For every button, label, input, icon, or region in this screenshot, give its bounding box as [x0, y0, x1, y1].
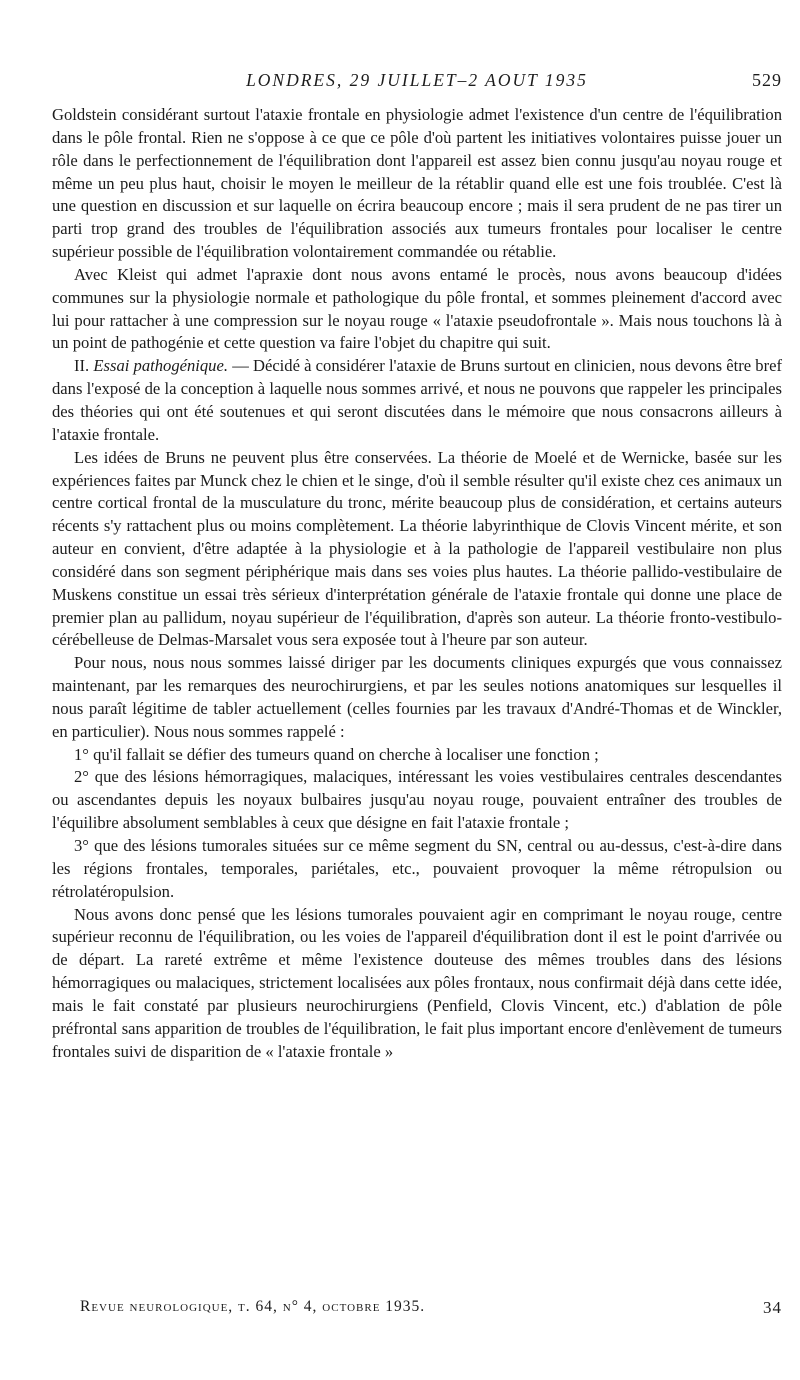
section-text: Décidé à considérer l'ataxie de Bruns surtout en clinicien, nous devons être bref dans l'exposé de la conception à laquelle nous sommes arrivé, et nous ne pouvons que rappeler les principales des théories qui ont été soutenues et qui seront discutées dans le mémoire que nous consacrons ailleurs à l'ataxie frontale.	[52, 356, 783, 444]
running-title: LONDRES, 29 JUILLET–2 AOUT 1935	[246, 70, 588, 90]
body-text	[52, 104, 782, 1063]
list-item-1: 1° qu'il fallait se défier des tumeurs quand on cherche à localiser une fonction ;	[74, 744, 599, 764]
list-item-3: 3° que des lésions tumorales situées sur ce même segment du SN, central ou au-dessus, c'est-à-dire dans les régions frontales, temporales, pariétales, etc., pouvaient provoquer la même rétropulsion ou rétrolatéropulsion.	[52, 836, 782, 901]
section-title: Essai pathogénique.	[93, 356, 228, 376]
section-number: II.	[74, 356, 90, 376]
journal-reference: Revue neurologique, t. 64, n° 4, octobre 1935.	[80, 1298, 426, 1315]
paragraph-theories: Les idées de Bruns ne peuvent plus être conservées. La théorie de Moelé et de Wernicke, basée sur les expériences faites par Munck chez le chien et le singe, d'où il semble résulter qu'il existe chez ces animaux un centre cortical frontal de la musculature du tronc, mérite beaucoup plus de considération, et certains auteurs récents s'y rattachent plus ou moins complètement. La théorie labyrinthique de Clovis Vincent mérite, et son auteur en convient, d'être adaptée à la physiologie et à la pathologie de l'appareil vestibulaire non plus considéré dans son segment périphérique mais dans ses voies plus hautes. La théorie pallido-vestibulaire de Muskens constitue un essai très sérieux d'interprétation générale de l'ataxie frontale qui donne une place de premier plan au pallidum, noyau supérieur de l'équilibration, d'après son auteur. La théorie fronto-vestibulo-cérébelleuse de Delmas-Marsalet vous sera exposée tout à l'heure par son auteur.	[52, 447, 782, 650]
signature-mark: 34	[763, 1298, 782, 1317]
paragraph-conclusion: Nous avons donc pensé que les lésions tumorales pouvaient agir en comprimant le noyau rouge, centre supérieur reconnu de l'équilibration, ou les voies de l'appareil d'équilibration dont il est le point d'arrivée ou de départ. La rareté extrême et même l'existence douteuse des mêmes troubles dans des lésions hémorragiques ou malaciques, strictement localisées aux pôles frontaux, nous confirmait déjà dans cette idée, mais le fait constaté par plusieurs neurochirurgiens (Penfield, Clovis Vincent, etc.) d'ablation de pôle préfrontal sans apparition de troubles de l'équilibration, le fait plus important encore d'enlèvement de tumeurs frontales suivi de disparition de « l'ataxie frontale »	[52, 904, 782, 1061]
running-header	[52, 70, 782, 94]
section-essai-pathogenique	[52, 355, 782, 446]
page-footer	[80, 1298, 782, 1322]
section-dash: —	[232, 356, 249, 376]
paragraph-goldstein: Goldstein considérant surtout l'ataxie frontale en physiologie admet l'existence d'un centre de l'équilibration dans le pôle frontal. Rien ne s'oppose à ce que ce pôle d'où partent les initiatives volontaires puisse jouer un rôle dans le perfectionnement de l'équilibration dont l'appareil est assez bien connu jusqu'au noyau rouge et même un peu plus haut, choisir le moyen le meilleur de la rétablir quand elle est une fois troublée. C'est là une question en discussion et sur laquelle on écrira beaucoup encore ; mais il sera prudent de ne pas tirer un parti trop grand des troubles de l'équilibration associés aux tumeurs frontales pour localiser le centre supérieur possible de l'équilibration volontairement commandée ou rétablie.	[52, 105, 782, 262]
page-number: 529	[752, 70, 782, 90]
paragraph-pour-nous: Pour nous, nous nous sommes laissé diriger par les documents cliniques expurgés que vous connaissez maintenant, par les remarques des neurochirurgiens, et par les seules notions anatomiques sur lesquelles il nous paraît légitime de tabler actuellement (celles fournies par les travaux d'André-Thomas et de Winckler, en particulier). Nous nous sommes rappelé :	[52, 653, 782, 741]
paragraph-kleist: Avec Kleist qui admet l'apraxie dont nous avons entamé le procès, nous avons beaucoup d'idées communes sur la physiologie normale et pathologique du pôle frontal, et sommes pleinement d'accord avec lui pour rattacher à une compression sur le noyau rouge « l'ataxie pseudofrontale ». Mais nous touchons là à un point de pathogénie et cette question va faire l'objet du chapitre qui suit.	[52, 264, 782, 353]
list-item-2: 2° que des lésions hémorragiques, malaciques, intéressant les voies vestibulaires centrales descendantes ou ascendantes depuis les noyaux bulbaires jusqu'au noyau rouge, pouvaient entraîner des troubles de l'équilibre absolument semblables à ceux que désigne en fait l'ataxie frontale ;	[52, 767, 782, 833]
